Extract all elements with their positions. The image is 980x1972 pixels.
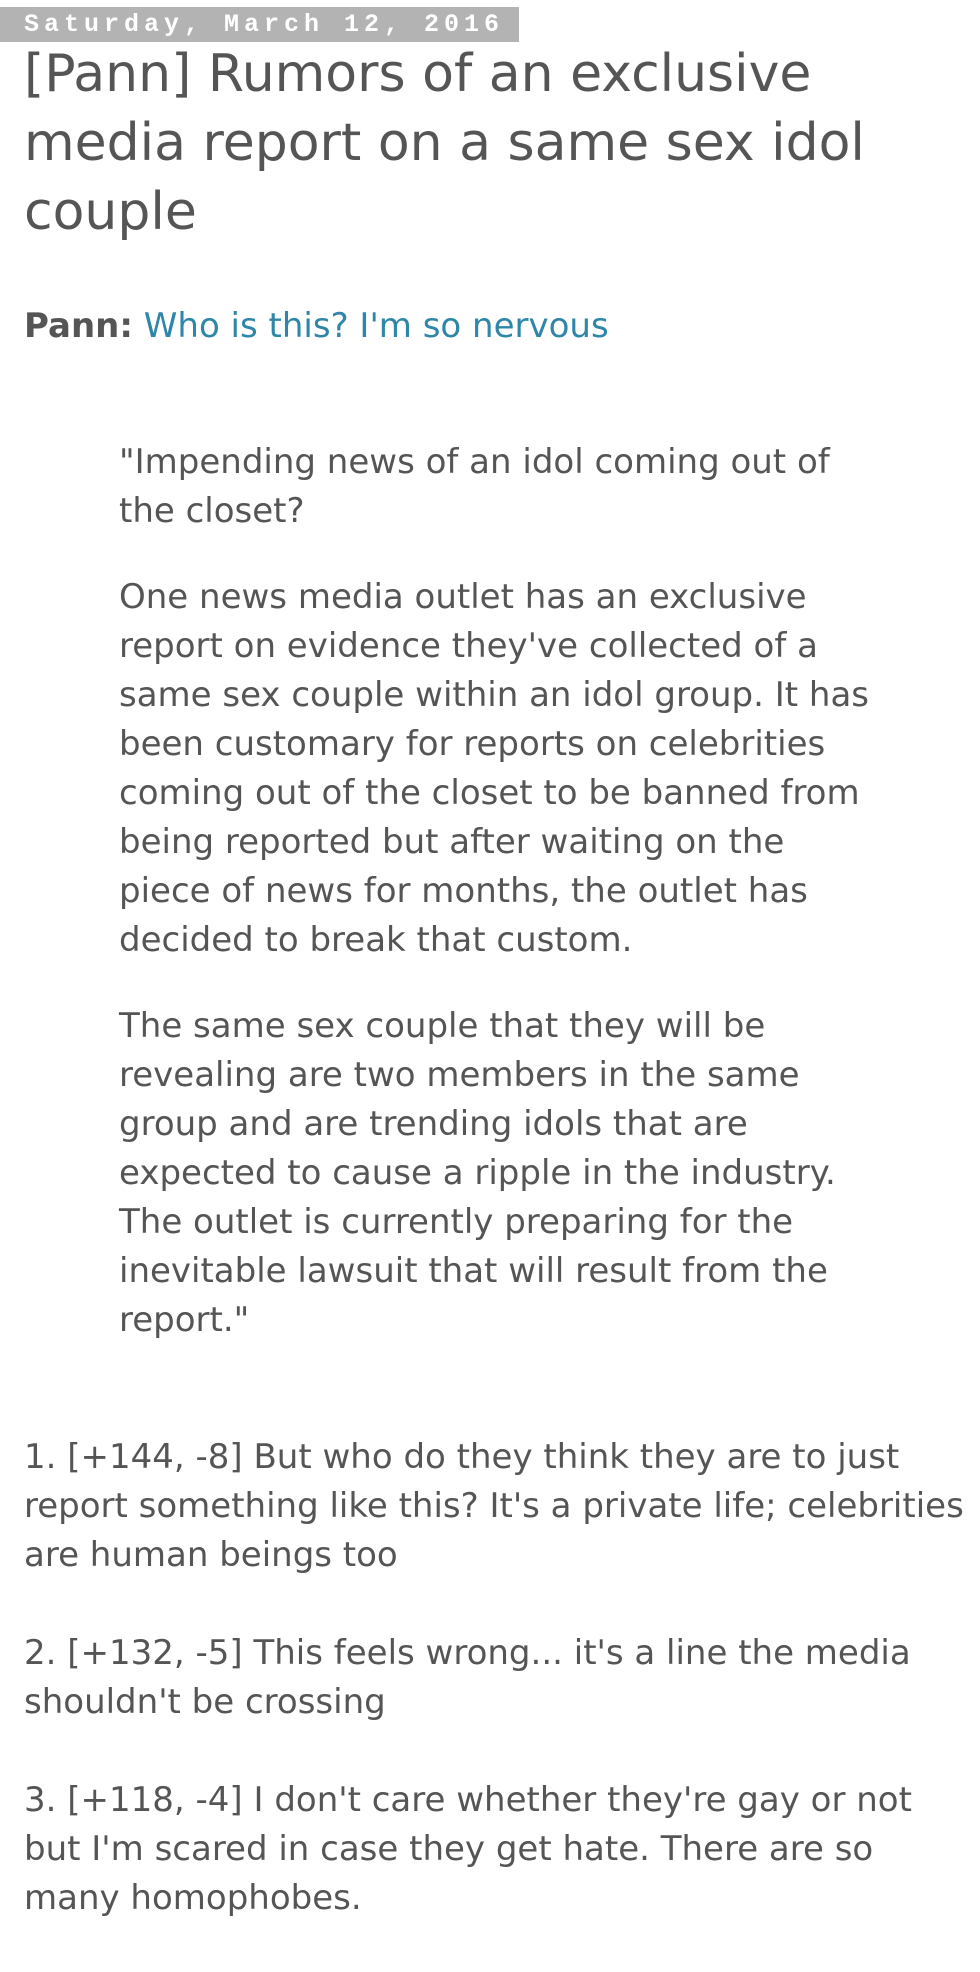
post-title: [Pann] Rumors of an exclusive media report on a same sex idol couple	[24, 44, 865, 242]
comment-item: 3. [+118, -4] I don't care whether they're gay or not but I'm scared in case they get hate. There are so many homophobes.	[24, 1780, 912, 1918]
comment-item: 2. [+132, -5] This feels wrong... it's a line the media shouldn't be crossing	[24, 1633, 911, 1722]
comment-item: 1. [+144, -8] But who do they think they are to just report something like this? It's a private life; celebrities are human beings too	[24, 1437, 964, 1575]
quote-paragraph: One news media outlet has an exclusive report on evidence they've collected of a same sex couple within an idol group. It has been customary for reports on celebrities coming out of the closet to be banned from being reported but after waiting on the piece of news for months, the outlet has decided to break that custom.	[119, 577, 869, 960]
quote-paragraph: "Impending news of an idol coming out of the closet?	[119, 442, 830, 531]
article-quote	[119, 438, 879, 1382]
source-label: Pann:	[24, 306, 133, 346]
quote-paragraph: The same sex couple that they will be revealing are two members in the same group and are trending idols that are expected to cause a ripple in the industry. The outlet is currently preparing for the inevitable lawsuit that will result from the report."	[119, 1006, 836, 1340]
comments-list	[24, 1433, 964, 1972]
source-line	[24, 303, 609, 349]
source-link[interactable]: Who is this? I'm so nervous	[143, 306, 609, 346]
post-date-header: Saturday, March 12, 2016	[0, 7, 519, 42]
